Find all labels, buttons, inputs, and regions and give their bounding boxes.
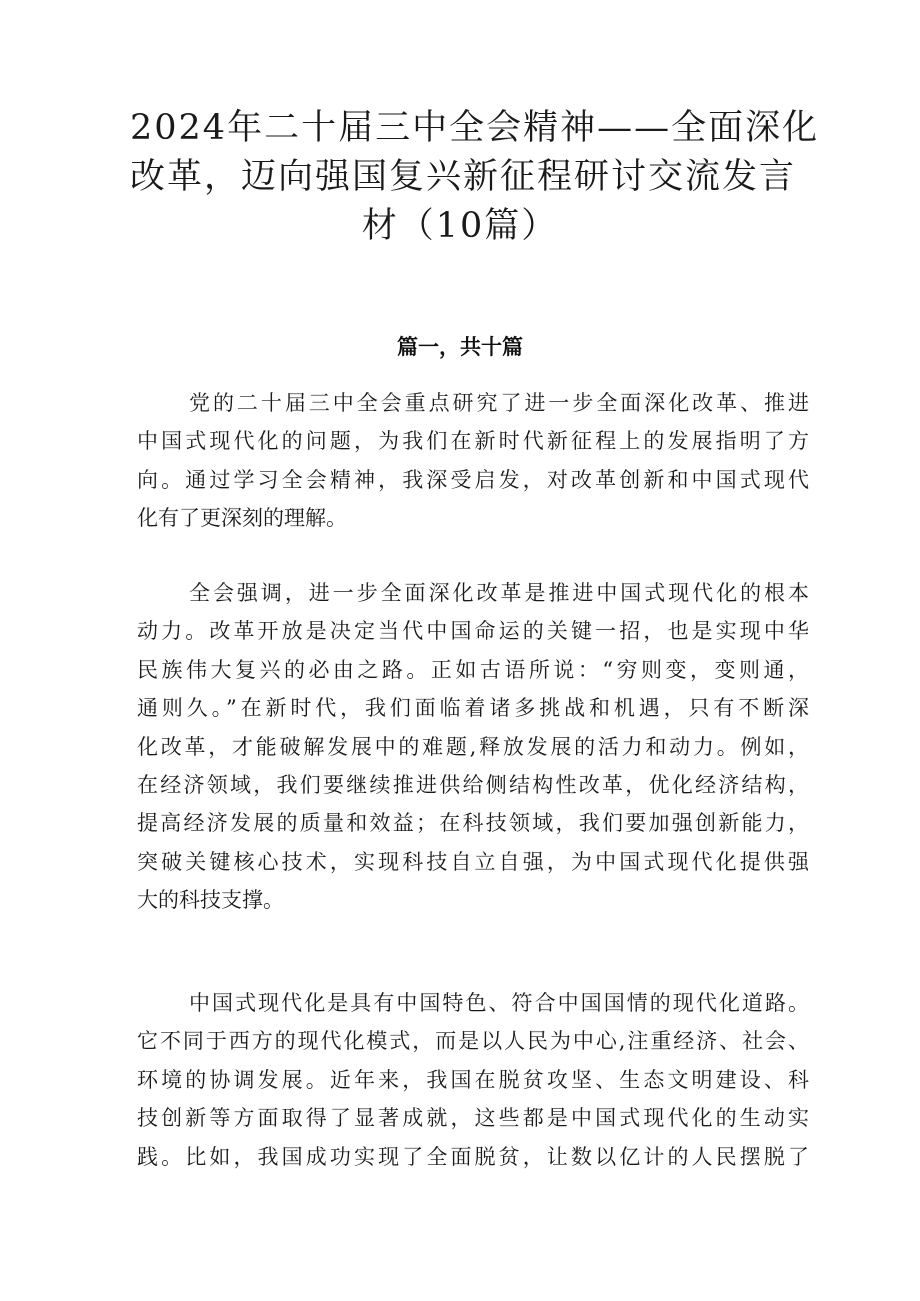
paragraph-line: 党的二十届三中全会重点研究了进一步全面深化改革、推进 (189, 391, 809, 415)
paragraph-line: 化有了更深刻的理解。 (137, 506, 347, 531)
title-line: 改革，迈向强国复兴新征程研讨交流发言 (130, 157, 797, 197)
paragraph-line: 提高经济发展的质量和效益；在科技领域，我们要加强创新能力， (137, 811, 809, 836)
section-heading: 篇一，共十篇 (397, 335, 523, 359)
paragraph-line: 大的科技支撑。 (137, 888, 284, 913)
paragraph-line: 突破关键核心技术，实现科技自立自强，为中国式现代化提供强 (137, 849, 809, 874)
paragraph-line: 它不同于西方的现代化模式，而是以人民为中心,注重经济、社会、 (137, 1029, 809, 1054)
paragraph-line: 环境的协调发展。近年来，我国在脱贫攻坚、生态文明建设、科 (137, 1067, 809, 1092)
title-line: 2024年二十届三中全会精神——全面深化 (130, 108, 820, 148)
paragraph-line: 化改革，才能破解发展中的难题,释放发展的活力和动力。例如， (137, 734, 809, 759)
paragraph-line: 中国式现代化是具有中国特色、符合中国国情的现代化道路。 (189, 991, 809, 1015)
body-paragraph (137, 984, 809, 1176)
paragraph-line: 民族伟大复兴的必由之路。正如古语所说：“穷则变，变则通， (137, 657, 809, 682)
paragraph-line: 动力。改革开放是决定当代中国命运的关键一招，也是实现中华 (137, 619, 809, 644)
paragraph-line: 通则久。”在新时代，我们面临着诸多挑战和机遇，只有不断深 (137, 696, 809, 721)
paragraph-line: 践。比如，我国成功实现了全面脱贫，让数以亿计的人民摆脱了 (137, 1144, 809, 1169)
paragraph-line: 中国式现代化的问题，为我们在新时代新征程上的发展指明了方 (137, 429, 809, 454)
paragraph-line: 全会强调，进一步全面深化改革是推进中国式现代化的根本 (189, 581, 809, 605)
body-paragraph (137, 384, 809, 538)
paragraph-line: 技创新等方面取得了显著成就，这些都是中国式现代化的生动实 (137, 1106, 809, 1131)
body-paragraph (137, 574, 809, 920)
paragraph-line: 在经济领域，我们要继续推进供给侧结构性改革，优化经济结构， (137, 773, 809, 798)
title-line: 材（10篇） (361, 206, 559, 246)
paragraph-line: 向。通过学习全会精神，我深受启发，对改革创新和中国式现代 (137, 467, 809, 492)
document-title (130, 104, 820, 251)
